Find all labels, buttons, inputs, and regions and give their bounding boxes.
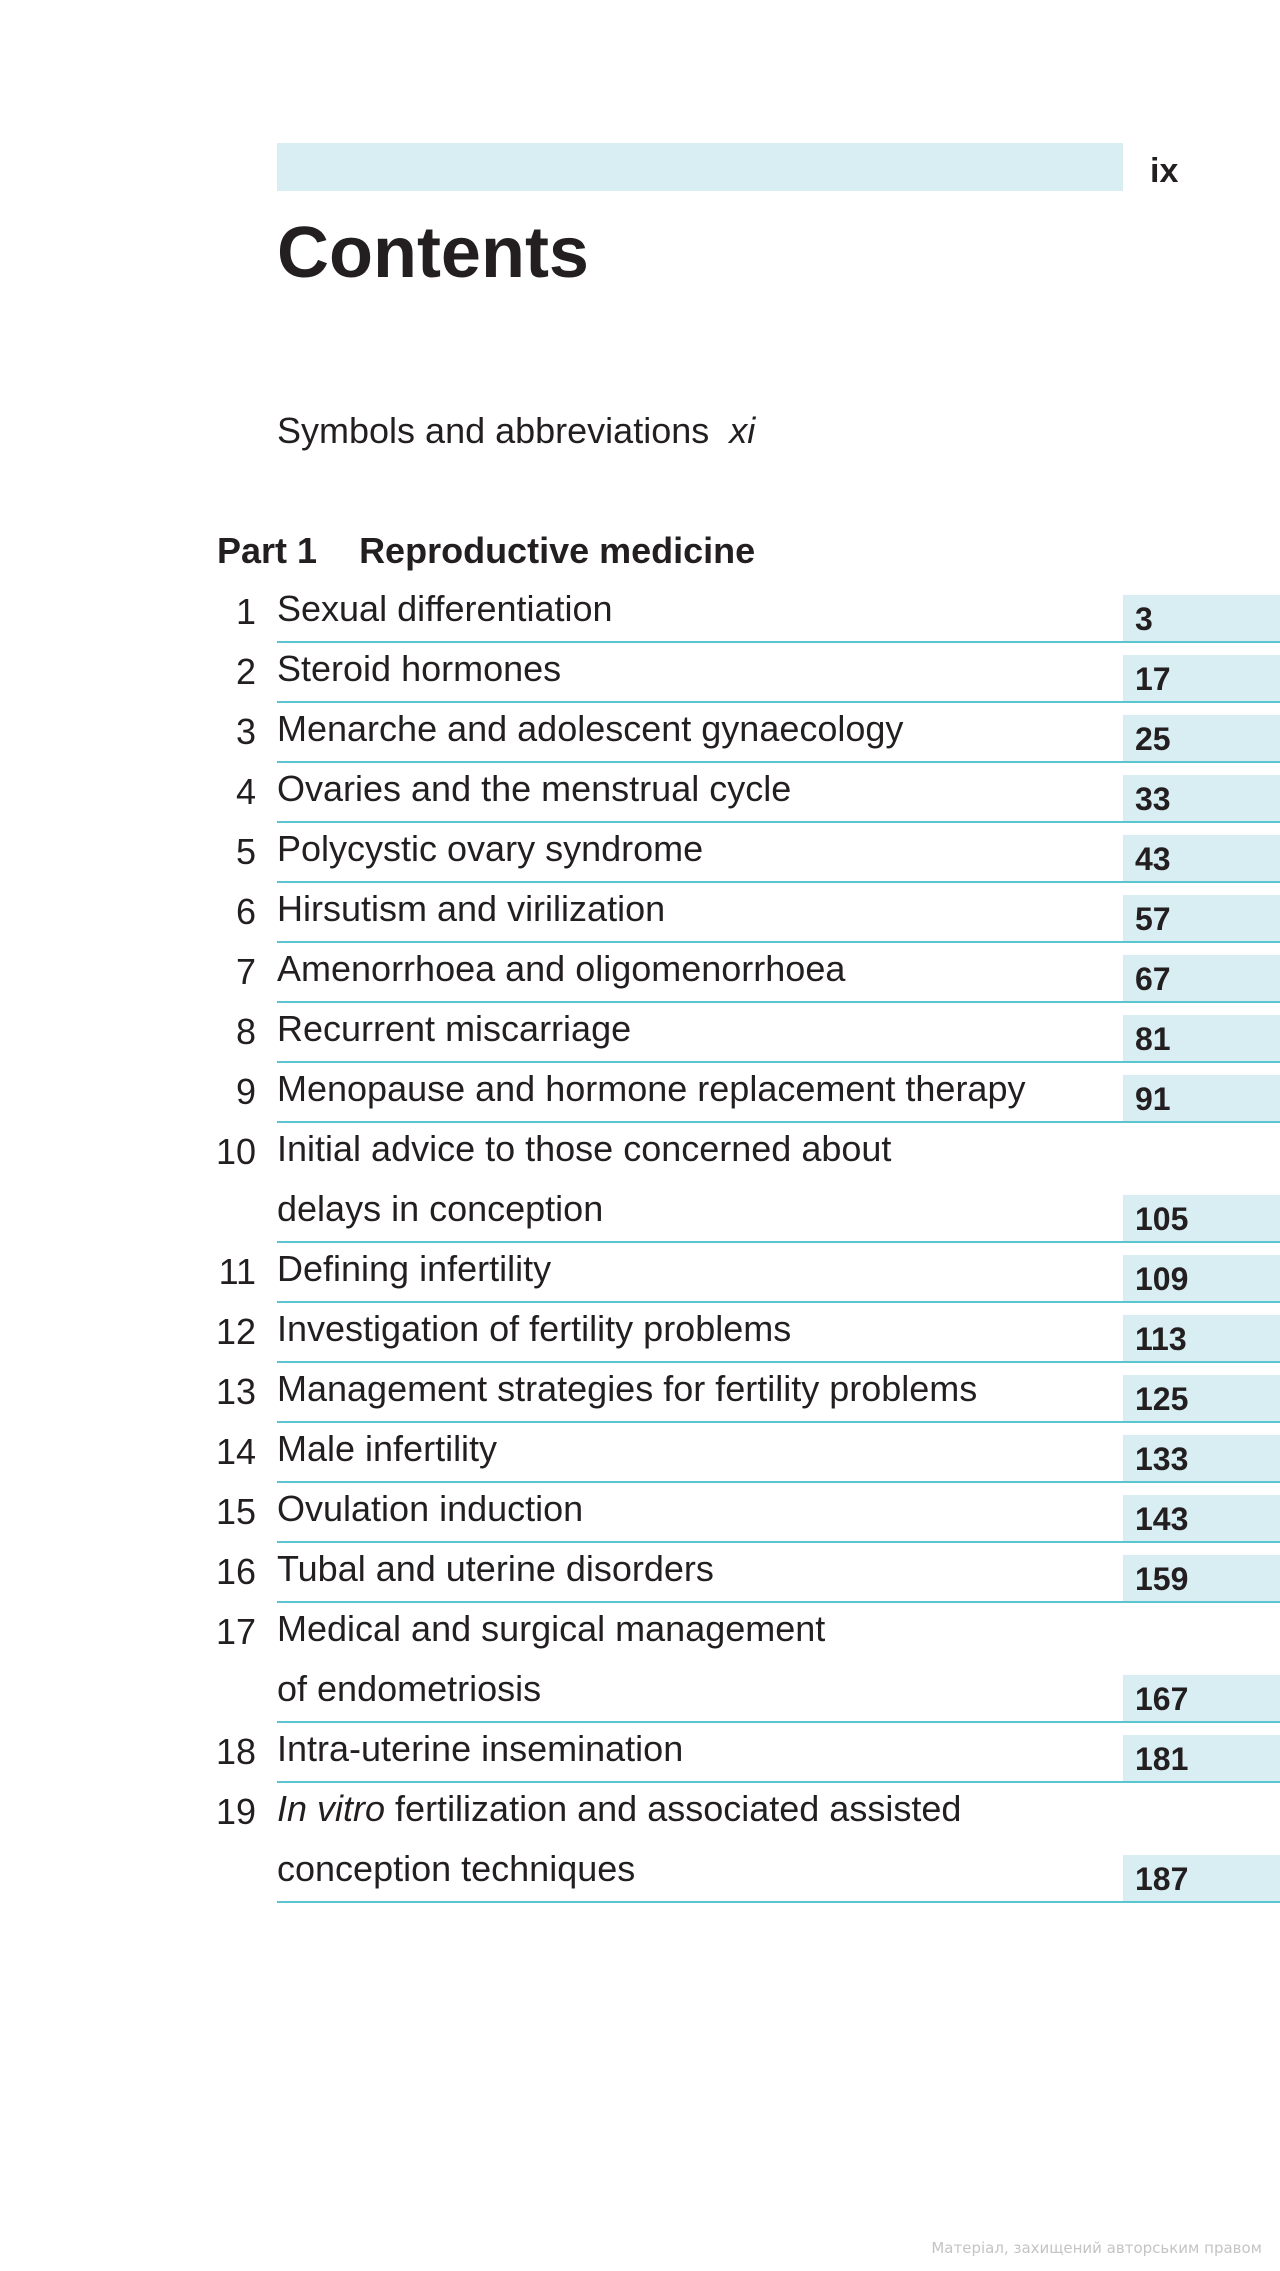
chapter-page: 109: [1135, 1261, 1189, 1297]
chapter-page: 81: [1135, 1021, 1171, 1057]
chapter-title: Amenorrhoea and oligomenorrhoea: [277, 948, 846, 989]
chapter-number: 5: [235, 831, 256, 872]
chapter-title: [277, 1119, 1097, 1239]
page-box: [1123, 1435, 1280, 1481]
toc-entry-19[interactable]: [0, 1783, 1280, 1903]
chapter-page: 17: [1135, 661, 1171, 697]
toc-front-matter[interactable]: [277, 410, 755, 452]
chapter-number: 14: [215, 1431, 256, 1472]
entry-rule: [277, 1901, 1280, 1903]
chapter-title: Management strategies for fertility problems: [277, 1368, 978, 1409]
chapter-page: 159: [1135, 1561, 1189, 1597]
page-box: [1123, 1255, 1280, 1301]
toc-entry-11[interactable]: [0, 1243, 1280, 1303]
chapter-page: 91: [1135, 1081, 1171, 1117]
chapter-title: Steroid hormones: [277, 648, 562, 689]
chapter-page: 3: [1135, 601, 1153, 637]
page-box: [1123, 1315, 1280, 1361]
chapter-page: 43: [1135, 841, 1171, 877]
chapter-number: 2: [235, 651, 256, 692]
page-box: [1123, 1855, 1280, 1901]
page-box: [1123, 1675, 1280, 1721]
chapter-title: Tubal and uterine disorders: [277, 1548, 714, 1589]
page-box: [1123, 1555, 1280, 1601]
chapter-title-line-1: Initial advice to those concerned about: [277, 1128, 892, 1169]
chapter-number: 18: [215, 1731, 256, 1772]
chapter-title: Menarche and adolescent gynaecology: [277, 708, 904, 749]
chapter-number: 4: [235, 771, 256, 812]
chapter-number: 7: [235, 951, 256, 992]
page-number: ix: [1150, 152, 1179, 190]
toc-entry-13[interactable]: [0, 1363, 1280, 1423]
toc-entry-12[interactable]: [0, 1303, 1280, 1363]
chapter-page: 25: [1135, 721, 1171, 757]
copyright-watermark: Матеріал, захищений авторським правом: [931, 2239, 1262, 2257]
chapter-title-line-2: of endometriosis: [277, 1668, 542, 1709]
chapter-title: Intra-uterine insemination: [277, 1728, 684, 1769]
chapter-number: 15: [215, 1491, 256, 1532]
header-band: [277, 143, 1123, 191]
toc-entry-17[interactable]: [0, 1603, 1280, 1723]
chapter-title: Male infertility: [277, 1428, 498, 1469]
toc-entry-3[interactable]: [0, 703, 1280, 763]
toc-entry-15[interactable]: [0, 1483, 1280, 1543]
chapter-title: Hirsutism and virilization: [277, 888, 666, 929]
toc-entry-2[interactable]: [0, 643, 1280, 703]
chapter-page: 125: [1135, 1381, 1189, 1417]
front-matter-label: Symbols and abbreviations: [277, 410, 710, 451]
chapter-page: 133: [1135, 1441, 1189, 1477]
toc-entry-8[interactable]: [0, 1003, 1280, 1063]
chapter-number: 10: [215, 1131, 256, 1172]
chapter-page: 143: [1135, 1501, 1189, 1537]
chapter-number: 11: [218, 1251, 256, 1292]
toc-entry-6[interactable]: [0, 883, 1280, 943]
chapter-title: Menopause and hormone replacement therapy: [277, 1068, 1026, 1109]
page-box: [1123, 1075, 1280, 1121]
chapter-title-line-2: delays in conception: [277, 1188, 604, 1229]
chapter-page: 57: [1135, 901, 1171, 937]
toc-entry-7[interactable]: [0, 943, 1280, 1003]
toc-entry-4[interactable]: [0, 763, 1280, 823]
toc-entry-14[interactable]: [0, 1423, 1280, 1483]
page-box: [1123, 775, 1280, 821]
chapter-number: 6: [235, 891, 256, 932]
chapter-page: 105: [1135, 1201, 1189, 1237]
page-box: [1123, 595, 1280, 641]
chapter-page: 113: [1135, 1321, 1187, 1357]
chapter-title-line-1: [277, 1779, 1097, 1839]
chapter-title: Sexual differentiation: [277, 588, 613, 629]
page-box: [1123, 835, 1280, 881]
chapter-title: Polycystic ovary syndrome: [277, 828, 704, 869]
page-box: [1123, 1495, 1280, 1541]
chapter-number: 16: [215, 1551, 256, 1592]
chapter-number: 9: [235, 1071, 256, 1112]
chapter-title: Investigation of fertility problems: [277, 1308, 792, 1349]
page-box: [1123, 895, 1280, 941]
chapter-number: 17: [215, 1611, 256, 1652]
chapter-title-italic: In vitro: [277, 1788, 386, 1829]
toc-entry-9[interactable]: [0, 1063, 1280, 1123]
front-matter-page: xi: [729, 410, 756, 451]
chapter-title: Recurrent miscarriage: [277, 1008, 632, 1049]
part-heading: [217, 530, 755, 572]
page-box: [1123, 1015, 1280, 1061]
chapter-title: [277, 1779, 1097, 1899]
part-label: Part 1: [217, 530, 318, 571]
chapter-page: 167: [1135, 1681, 1189, 1717]
chapter-title-line-2: conception techniques: [277, 1848, 636, 1889]
page-box: [1123, 715, 1280, 761]
toc-entry-10[interactable]: [0, 1123, 1280, 1243]
chapter-page: 67: [1135, 961, 1171, 997]
chapter-page: 33: [1135, 781, 1171, 817]
page-box: [1123, 1375, 1280, 1421]
chapter-number: 3: [235, 711, 256, 752]
toc-list: [0, 583, 1280, 1903]
toc-entry-1[interactable]: [0, 583, 1280, 643]
page-title: Contents: [277, 213, 589, 293]
chapter-title: Ovaries and the menstrual cycle: [277, 768, 792, 809]
chapter-number: 12: [215, 1311, 256, 1352]
part-title: Reproductive medicine: [359, 530, 756, 571]
chapter-title: [277, 1599, 1097, 1719]
chapter-page: 181: [1135, 1741, 1189, 1777]
chapter-title: Ovulation induction: [277, 1488, 584, 1529]
chapter-number: 1: [235, 591, 256, 632]
page-box: [1123, 1735, 1280, 1781]
chapter-title: Defining infertility: [277, 1248, 552, 1289]
toc-entry-18[interactable]: [0, 1723, 1280, 1783]
page-box: [1123, 1195, 1280, 1241]
page-box: [1123, 955, 1280, 1001]
chapter-title-line-1: Medical and surgical management: [277, 1608, 826, 1649]
page-box: [1123, 655, 1280, 701]
chapter-title-rest: fertilization and associated assisted: [385, 1788, 962, 1829]
toc-entry-5[interactable]: [0, 823, 1280, 883]
chapter-page: 187: [1135, 1861, 1189, 1897]
chapter-number: 13: [215, 1371, 256, 1412]
chapter-number: 8: [235, 1011, 256, 1052]
chapter-number: 19: [215, 1791, 256, 1832]
toc-entry-16[interactable]: [0, 1543, 1280, 1603]
